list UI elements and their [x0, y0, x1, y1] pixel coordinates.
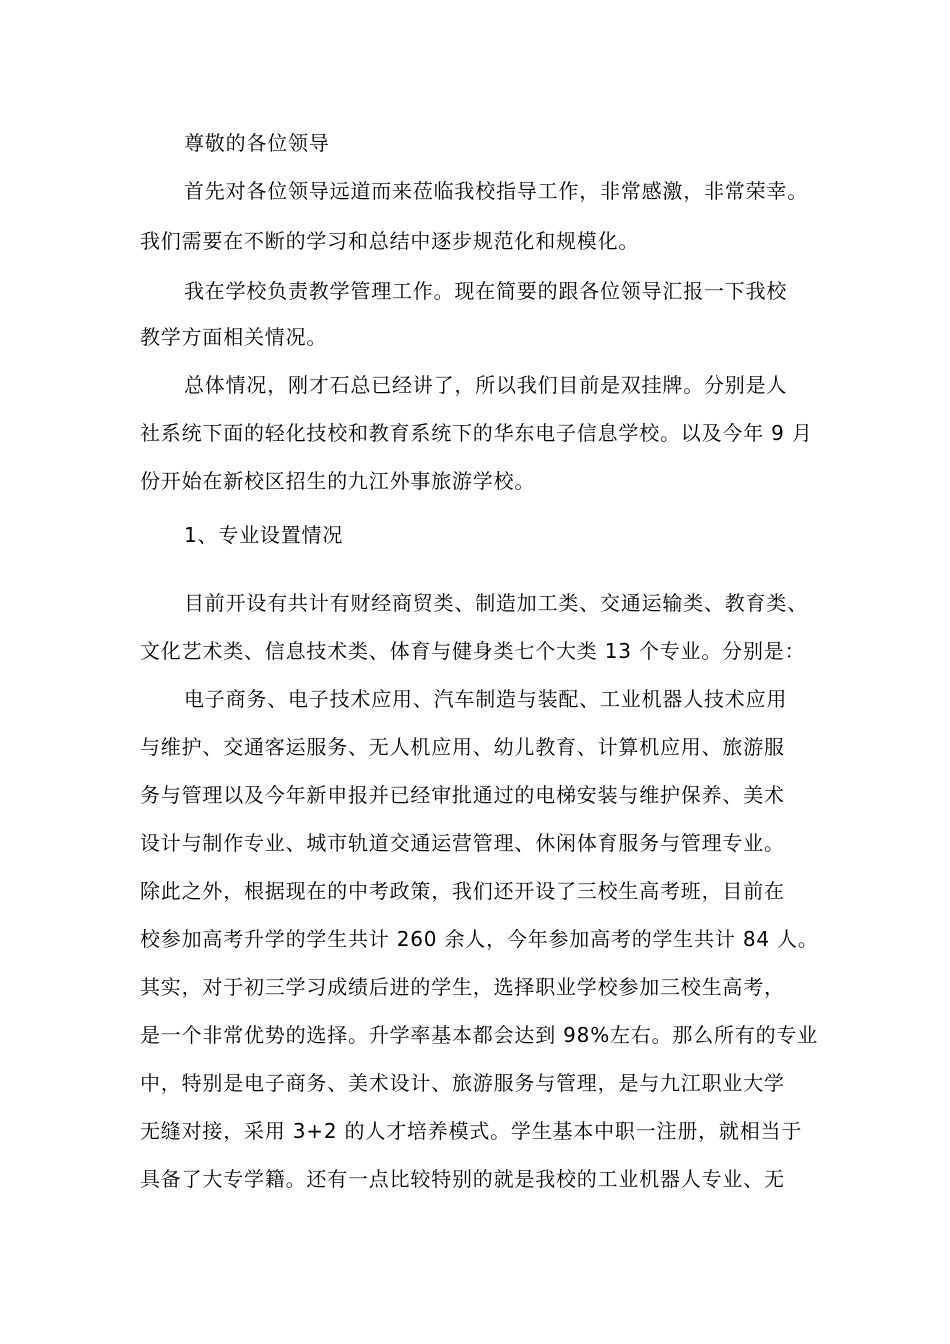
salutation-line: 尊敬的各位领导 — [184, 131, 330, 155]
paragraph-line: 务与管理以及今年新申报并已经审批通过的电梯安装与维护保养、美术 — [140, 783, 785, 807]
paragraph-line: 设计与制作专业、城市轨道交通运营管理、休闲体育服务与管理专业。 — [140, 831, 785, 855]
paragraph-line: 首先对各位领导远道而来莅临我校指导工作，非常感激，非常荣幸。 — [184, 179, 808, 203]
section-heading: 1、专业设置情况 — [184, 523, 344, 547]
paragraph-line: 与维护、交通客运服务、无人机应用、幼儿教育、计算机应用、旅游服 — [140, 735, 785, 759]
paragraph-line: 具备了大专学籍。还有一点比较特别的就是我校的工业机器人专业、无 — [140, 1167, 785, 1191]
paragraph-line: 教学方面相关情况。 — [140, 325, 328, 349]
paragraph-line: 我们需要在不断的学习和总结中逐步规范化和规模化。 — [140, 229, 640, 253]
paragraph-line: 校参加高考升学的学生共计 260 余人，今年参加高考的学生共计 84 人。 — [140, 927, 819, 951]
paragraph-line: 中，特别是电子商务、美术设计、旅游服务与管理，是与九江职业大学 — [140, 1071, 785, 1095]
paragraph-line: 无缝对接，采用 3+2 的人才培养模式。学生基本中职一注册，就相当于 — [140, 1119, 803, 1143]
paragraph-line: 社系统下面的轻化技校和教育系统下的华东电子信息学校。以及今年 9 月 — [140, 421, 813, 445]
paragraph-line: 电子商务、电子技术应用、汽车制造与装配、工业机器人技术应用 — [184, 687, 788, 711]
paragraph-line: 我在学校负责教学管理工作。现在简要的跟各位领导汇报一下我校 — [184, 279, 788, 303]
paragraph-line: 文化艺术类、信息技术类、体育与健身类七个大类 13 个专业。分别是： — [140, 639, 806, 663]
paragraph-line: 其实，对于初三学习成绩后进的学生，选择职业学校参加三校生高考， — [140, 975, 785, 999]
paragraph-line: 目前开设有共计有财经商贸类、制造加工类、交通运输类、教育类、 — [184, 591, 808, 615]
paragraph-line: 总体情况，刚才石总已经讲了，所以我们目前是双挂牌。分别是人 — [184, 373, 788, 397]
paragraph-line: 除此之外，根据现在的中考政策，我们还开设了三校生高考班，目前在 — [140, 879, 785, 903]
paragraph-line: 是一个非常优势的选择。升学率基本都会达到 98%左右。那么所有的专业 — [140, 1023, 819, 1047]
paragraph-line: 份开始在新校区招生的九江外事旅游学校。 — [140, 469, 536, 493]
